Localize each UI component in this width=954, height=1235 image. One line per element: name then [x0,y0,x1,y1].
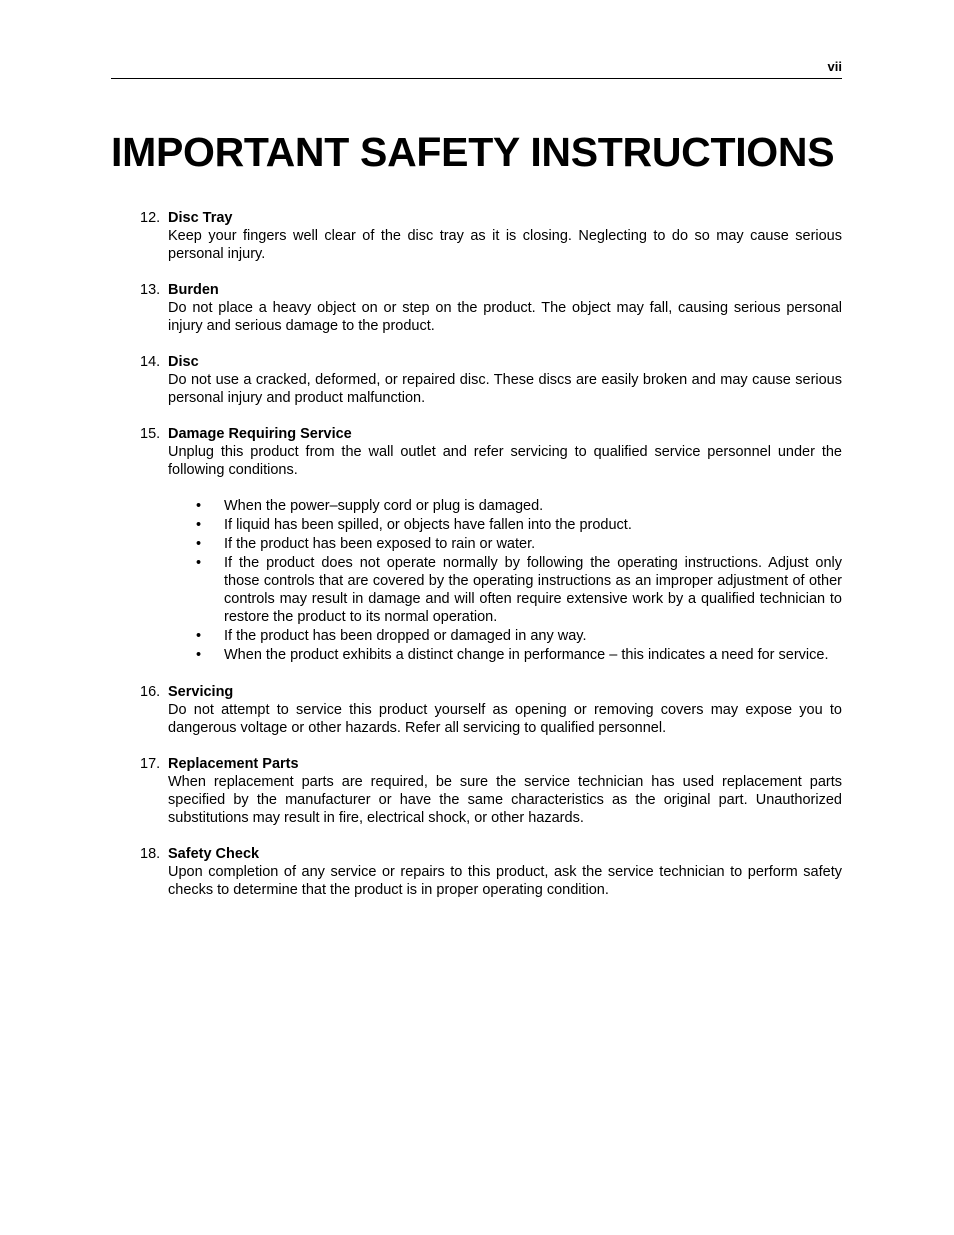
item-number: 18. [140,846,161,862]
item-text: Unplug this product from the wall outlet and refer servicing to qualified service personnel under the following conditions. [168,444,842,478]
bullet-item [168,646,842,664]
item-heading: Damage Requiring Service [168,426,352,442]
item-text: Upon completion of any service or repairs to this product, ask the service technician to perform safety checks to determine that the product is in proper operating condition. [168,864,842,898]
bullet-text: When the product exhibits a distinct change in performance – this indicates a need for service. [224,647,829,663]
item-heading: Burden [168,282,219,298]
bullet-icon: • [196,647,202,663]
item-number: 17. [140,756,161,772]
item-text: When replacement parts are required, be sure the service technician has used replacement parts specified by the manufacturer or have the same characteristics as the original part. Unauthorized substitutions may result in fire, electrical shock, or other hazards. [168,774,842,826]
bullet-text: If the product has been dropped or damaged in any way. [224,628,587,644]
bullet-item [168,497,842,515]
instruction-item [140,353,842,407]
bullet-icon: • [196,628,202,644]
item-body [168,209,842,263]
item-number: 12. [140,210,161,226]
header-rule [111,78,842,79]
bullet-item [168,554,842,626]
condition-bullet-list [168,497,842,664]
bullet-icon: • [196,555,202,571]
item-heading: Replacement Parts [168,756,299,772]
item-heading: Disc Tray [168,210,233,226]
item-heading: Disc [168,354,199,370]
item-body [168,425,842,665]
instruction-item [140,281,842,335]
instruction-item [140,755,842,827]
instruction-item [140,425,842,665]
bullet-icon: • [196,536,202,552]
bullet-item [168,516,842,534]
item-number: 16. [140,684,161,700]
bullet-icon: • [196,517,202,533]
item-body [168,281,842,335]
item-text: Do not use a cracked, deformed, or repaired disc. These discs are easily broken and may cause serious personal injury and product malfunction. [168,372,842,406]
bullet-text: When the power–supply cord or plug is damaged. [224,498,544,514]
item-number: 13. [140,282,161,298]
page-number: vii [827,59,842,74]
bullet-text: If the product does not operate normally by following the operating instructions. Adjust only those controls that are covered by the operating instructions as an improper adjustment of other controls may result in damage and will often require extensive work by a qualified technician to restore the product to its normal operation. [224,555,842,625]
item-text: Do not attempt to service this product yourself as opening or removing covers may expose you to dangerous voltage or other hazards. Refer all servicing to qualified personnel. [168,702,842,736]
item-body [168,845,842,899]
bullet-item [168,627,842,645]
instruction-item [140,209,842,263]
item-heading: Servicing [168,684,234,700]
item-heading: Safety Check [168,846,260,862]
bullet-icon: • [196,498,202,514]
instruction-list [140,209,842,917]
instruction-item [140,845,842,899]
item-number: 15. [140,426,161,442]
item-text: Keep your fingers well clear of the disc tray as it is closing. Neglecting to do so may cause serious personal injury. [168,228,842,262]
item-body [168,755,842,827]
item-number: 14. [140,354,161,370]
item-body [168,683,842,737]
item-text: Do not place a heavy object on or step on the product. The object may fall, causing serious personal injury and serious damage to the product. [168,300,842,334]
bullet-text: If liquid has been spilled, or objects have fallen into the product. [224,517,632,533]
page-title: IMPORTANT SAFETY INSTRUCTIONS [111,129,835,175]
bullet-text: If the product has been exposed to rain or water. [224,536,536,552]
bullet-item [168,535,842,553]
item-body [168,353,842,407]
instruction-item [140,683,842,737]
